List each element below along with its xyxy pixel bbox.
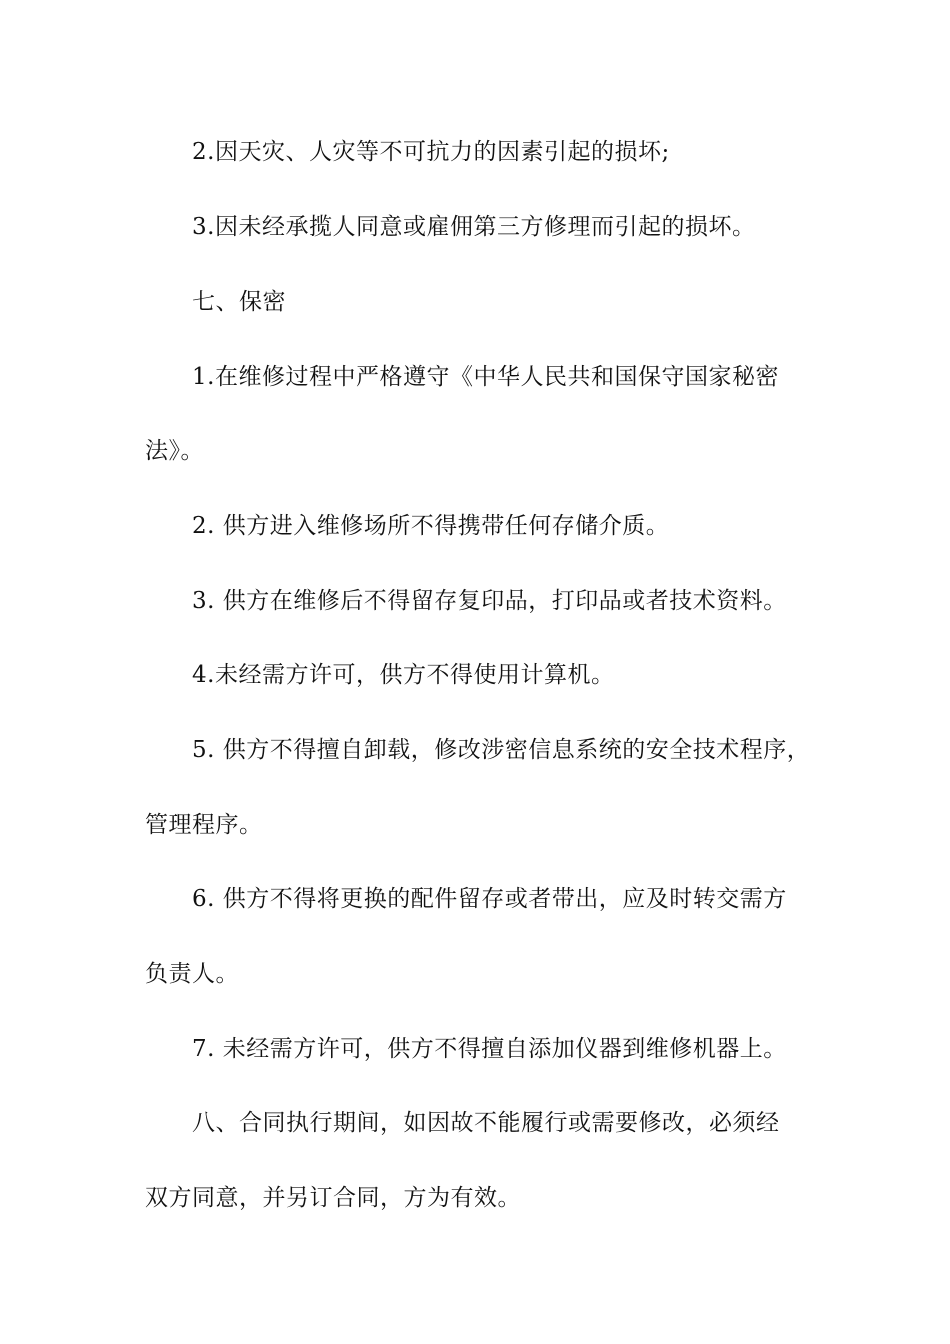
clause-7-item-5: 5. 供方不得擅自卸载，修改涉密信息系统的安全技术程序，	[192, 737, 811, 763]
clause-7-item-4: 4.未经需方许可，供方不得使用计算机。	[192, 662, 615, 688]
clause-7-item-3: 3. 供方在维修后不得留存复印品，打印品或者技术资料。	[192, 588, 787, 614]
clause-7-item-6-continued: 负责人。	[145, 961, 239, 987]
clause-7-item-1: 1.在维修过程中严格遵守《中华人民共和国保守国家秘密	[192, 364, 779, 390]
clause-7-item-1-continued: 法》。	[145, 438, 204, 464]
section-8-paragraph-continued: 双方同意，并另订合同，方为有效。	[145, 1185, 521, 1211]
section-8-paragraph: 八、合同执行期间，如因故不能履行或需要修改，必须经	[192, 1110, 780, 1136]
section-7-heading: 七、保密	[192, 289, 286, 315]
clause-6-item-2: 2.因天灾、人灾等不可抗力的因素引起的损坏;	[192, 139, 670, 165]
clause-7-item-2: 2. 供方进入维修场所不得携带任何存储介质。	[192, 513, 670, 539]
clause-7-item-5-continued: 管理程序。	[145, 812, 263, 838]
clause-7-item-7: 7. 未经需方许可，供方不得擅自添加仪器到维修机器上。	[192, 1036, 787, 1062]
clause-7-item-6: 6. 供方不得将更换的配件留存或者带出，应及时转交需方	[192, 886, 787, 912]
clause-6-item-3: 3.因未经承揽人同意或雇佣第三方修理而引起的损坏。	[192, 214, 756, 240]
